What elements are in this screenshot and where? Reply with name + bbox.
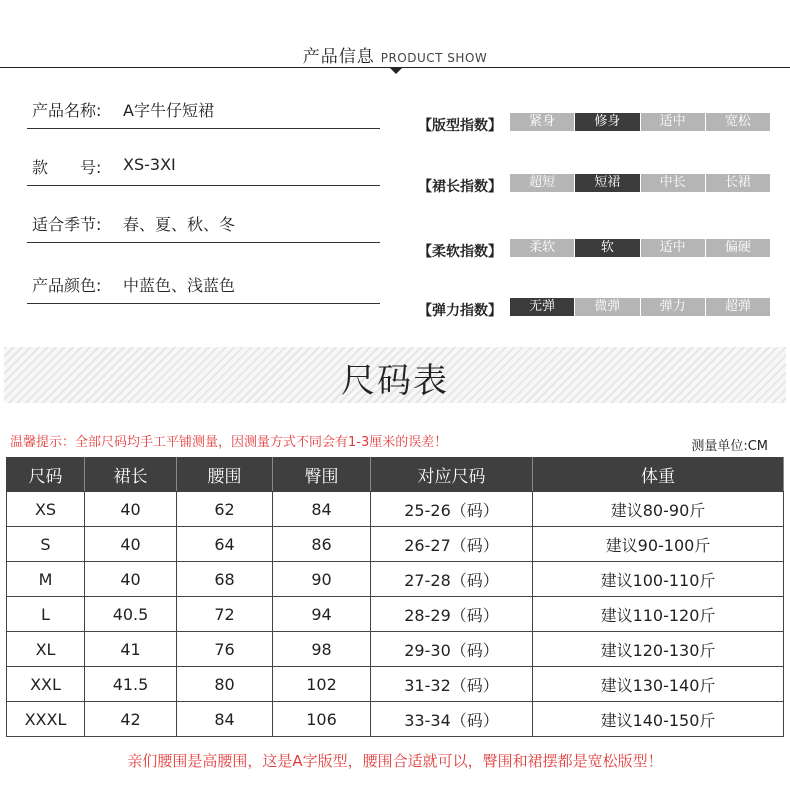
table-header-row [7, 458, 784, 492]
column-header: 臀围 [273, 458, 371, 492]
table-cell: 建议120-130斤 [533, 632, 784, 667]
measurement-note: 温馨提示：全部尺码均手工平铺测量，因测量方式不同会有1-3厘米的误差！ [10, 435, 448, 450]
info-value: XS-3XI [123, 155, 176, 174]
table-cell: 41.5 [85, 667, 177, 702]
fit-index [418, 113, 778, 135]
length-index [418, 174, 778, 196]
table-cell: 80 [177, 667, 273, 702]
index-option: 短裙 [575, 174, 640, 192]
table-cell: 42 [85, 702, 177, 737]
index-option: 中长 [641, 174, 706, 192]
table-cell: 41 [85, 632, 177, 667]
index-option: 柔软 [510, 239, 575, 257]
header-pointer-icon [390, 68, 402, 74]
elasticity-index [418, 298, 778, 320]
header-title-cn: 产品信息 [302, 47, 375, 67]
section-header [0, 42, 790, 67]
info-value: A字牛仔短裙 [123, 101, 214, 120]
table-row [7, 492, 784, 527]
index-bar [510, 298, 770, 316]
table-cell: 建议140-150斤 [533, 702, 784, 737]
table-cell: 建议80-90斤 [533, 492, 784, 527]
table-row [7, 527, 784, 562]
table-cell: 40.5 [85, 597, 177, 632]
table-cell: 建议100-110斤 [533, 562, 784, 597]
info-label: 适合季节: [32, 215, 102, 234]
table-cell: 98 [273, 632, 371, 667]
column-header: 腰围 [177, 458, 273, 492]
table-cell: 90 [273, 562, 371, 597]
index-label: 【弹力指数】 [418, 303, 502, 319]
table-cell: 建议110-120斤 [533, 597, 784, 632]
table-cell: 33-34（码） [371, 702, 533, 737]
table-cell: 72 [177, 597, 273, 632]
index-option: 无弹 [510, 298, 575, 316]
index-option: 适中 [641, 113, 706, 131]
column-header: 对应尺码 [371, 458, 533, 492]
index-label: 【裙长指数】 [418, 179, 502, 195]
table-row [7, 562, 784, 597]
index-option: 长裙 [706, 174, 770, 192]
table-cell: 建议90-100斤 [533, 527, 784, 562]
table-cell: 31-32（码） [371, 667, 533, 702]
info-row-name [27, 98, 380, 129]
table-cell: S [7, 527, 85, 562]
column-header: 裙长 [85, 458, 177, 492]
info-label: 款 号: [32, 158, 102, 177]
column-header: 尺码 [7, 458, 85, 492]
index-option: 软 [575, 239, 640, 257]
table-row [7, 667, 784, 702]
table-cell: XL [7, 632, 85, 667]
index-label: 【版型指数】 [418, 118, 502, 134]
table-cell: 106 [273, 702, 371, 737]
size-table [6, 457, 784, 737]
table-row [7, 632, 784, 667]
info-row-color [27, 273, 380, 304]
table-cell: 28-29（码） [371, 597, 533, 632]
info-value: 中蓝色、浅蓝色 [123, 276, 236, 295]
footer-note: 亲们腰围是高腰围，这是A字版型，腰围合适就可以，臀围和裙摆都是宽松版型！ [127, 752, 663, 770]
table-cell: 64 [177, 527, 273, 562]
index-bar [510, 174, 770, 192]
index-option: 弹力 [641, 298, 706, 316]
table-cell: 62 [177, 492, 273, 527]
table-cell: XXXL [7, 702, 85, 737]
table-cell: 94 [273, 597, 371, 632]
measurement-unit: 测量单位:CM [691, 439, 768, 454]
table-cell: XS [7, 492, 85, 527]
table-cell: 40 [85, 492, 177, 527]
table-cell: 40 [85, 562, 177, 597]
size-chart-title: 尺码表 [341, 361, 449, 401]
table-cell: 84 [273, 492, 371, 527]
table-cell: 102 [273, 667, 371, 702]
info-label: 产品颜色: [32, 276, 102, 295]
table-cell: 建议130-140斤 [533, 667, 784, 702]
table-cell: M [7, 562, 85, 597]
table-cell: 26-27（码） [371, 527, 533, 562]
index-option: 超弹 [706, 298, 770, 316]
info-row-style-number [27, 155, 380, 186]
info-label: 产品名称: [32, 101, 102, 120]
index-option: 适中 [641, 239, 706, 257]
info-row-season [27, 212, 380, 243]
index-option: 紧身 [510, 113, 575, 131]
table-cell: XXL [7, 667, 85, 702]
index-option: 修身 [575, 113, 640, 131]
softness-index [418, 239, 778, 261]
index-option: 超短 [510, 174, 575, 192]
table-cell: 27-28（码） [371, 562, 533, 597]
index-option: 偏硬 [706, 239, 770, 257]
table-cell: 40 [85, 527, 177, 562]
index-label: 【柔软指数】 [418, 244, 502, 260]
table-cell: 76 [177, 632, 273, 667]
table-cell: 84 [177, 702, 273, 737]
table-row [7, 597, 784, 632]
table-cell: 25-26（码） [371, 492, 533, 527]
table-row [7, 702, 784, 737]
index-option: 宽松 [706, 113, 770, 131]
index-bar [510, 113, 770, 131]
table-cell: 68 [177, 562, 273, 597]
header-title-en: PRODUCT SHOW [380, 51, 488, 65]
index-option: 微弹 [575, 298, 640, 316]
info-value: 春、夏、秋、冬 [123, 215, 236, 234]
table-cell: 86 [273, 527, 371, 562]
index-bar [510, 239, 770, 257]
column-header: 体重 [533, 458, 784, 492]
table-cell: L [7, 597, 85, 632]
table-cell: 29-30（码） [371, 632, 533, 667]
